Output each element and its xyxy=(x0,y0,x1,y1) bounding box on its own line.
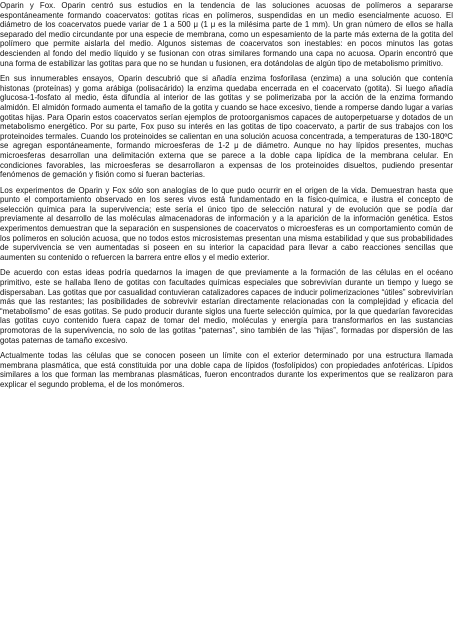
paragraph-primitive-ocean: De acuerdo con estas ideas podría quedarnos la imagen de que previamente a la formación de las células en el océano primitivo, este se hallaba lleno de gotitas con facultades químicas especiales que sobrevivían durante un tiempo y luego se dispersaban. Las gotitas que por casualidad contuvieran catalizadores capaces de inducir polimerizaciones “útiles” sobrevivirían más que las restantes; las posibilidades de sobrevivir estarían directamente relacionadas con la complejidad y eficacia del “metabolismo” de esas gotitas. Se pudo producir durante siglos una fuerte selección química, por la que quedarían favorecidas las gotitas cuyo contenido fuera capaz de tomar del medio, moléculas y energía para transformarlos en las sustancias promotoras de la supervivencia, no solo de las gotitas “paternas”, sino también de las “hijas”, formadas por dispersión de las gotas paternas de tamaño excesivo. xyxy=(0,268,453,345)
paragraph-coacervatos: Oparin y Fox. Oparin centró sus estudios en la tendencia de las soluciones acuosas de polímeros a separarse espontáneamente formando coacervatos: gotitas ricas en polímeros, suspendidas en un medio esencialmente acuoso. El diámetro de los coacervatos puede variar de 1 a 500 μ (1 μ es la milésima parte de 1 mm). Un gran número de ellos se halla separado del medio circundante por una especie de membrana, como un espesamiento de la parte más externa de la gotita del polímero que permite aislarla del medio. Algunos sistemas de coacervatos son inestables: en pocos minutos las gotas descienden al fondo del medio líquido y se fusionan con otras similares formando una capa no acuosa. Oparin encontró que una forma de estabilizar las gotitas para que no se hundan u fusionen, era dotándolas de algún tipo de metabolismo primitivo. xyxy=(0,1,453,68)
paragraph-analogies: Los experimentos de Oparin y Fox sólo son analogías de lo que pudo ocurrir en el origen de la vida. Demuestran hasta que punto el comportamiento observado en los seres vivos está fundamentado en la físico-química, e ilustra el concepto de selección química para la supervivencia; este sería el único tipo de selección natural y de evolución que se podía dar previamente al desarrollo de las moléculas almacenadoras de información y a la aparición de la información genética. Estos experimentos demuestran que la separación en suspensiones de coacervatos o microesferas es un comportamiento común de los polímeros en solución acuosa, que no todos estos microsistemas presentan una misma estabilidad y que sus probabilidades de supervivencia se ven aumentadas si poseen en su interior la capacidad para llevar a cabo reacciones sencillas que aumenten su contenido o refuercen la barrera entre ellos y el medio exterior. xyxy=(0,185,453,262)
paragraph-oparin-experiments: En sus innumerables ensayos, Oparin descubrió que si añadía enzima fosforilasa (enzima) a una solución que contenía histonas (proteínas) y goma arábiga (polisacárido) la enzima quedaba encerrada en el coacervato (gotita). Si luego añadía glucosa-1-fosfato al medio, ésta difundía al interior de las gotitas y se polimerizaba por la acción de la enzima formando almidón. El almidón formado aumenta el tamaño de la gotita y cuando se hace excesivo, tiende a romperse dando lugar a varias gotitas hijas. Para Oparin estos coacervatos serían ejemplos de protoorganismos capaces de autoperpetuarse y dotados de un metabolismo energético. Por su parte, Fox puso su interés en las gotitas de tipo coacervato, a partir de sus trabajos con los proteinoides termales. Cuando los proteinoides se calientan en una solución acuosa concentrada, a temperaturas de 130-180ºC se agregan espontáneamente, formando microesferas de 1-2 μ de diámetro. Aunque no hay lípidos presentes, muchas microesferas desarrollan una delimitación externa que se parece a la doble capa lipídica de la membrana celular. En condiciones favorables, las microesferas se desarrollaron a expensas de los proteinoides disueltos, pudiendo presentar fenómenos de gemación y fisión como si fueran bacterias. xyxy=(0,74,453,180)
paragraph-plasma-membrane: Actualmente todas las células que se conocen poseen un límite con el exterior determinado por una estructura llamada membrana plasmática, que está constituida por una doble capa de lípidos (fosfolípidos) con propiedades anfotéricas. Lípidos similares a los que forman las membranas plasmáticas, fueron encontrados durante los experimentos que se realizaron para explicar el segundo problema, el de los monómeros. xyxy=(0,351,453,389)
